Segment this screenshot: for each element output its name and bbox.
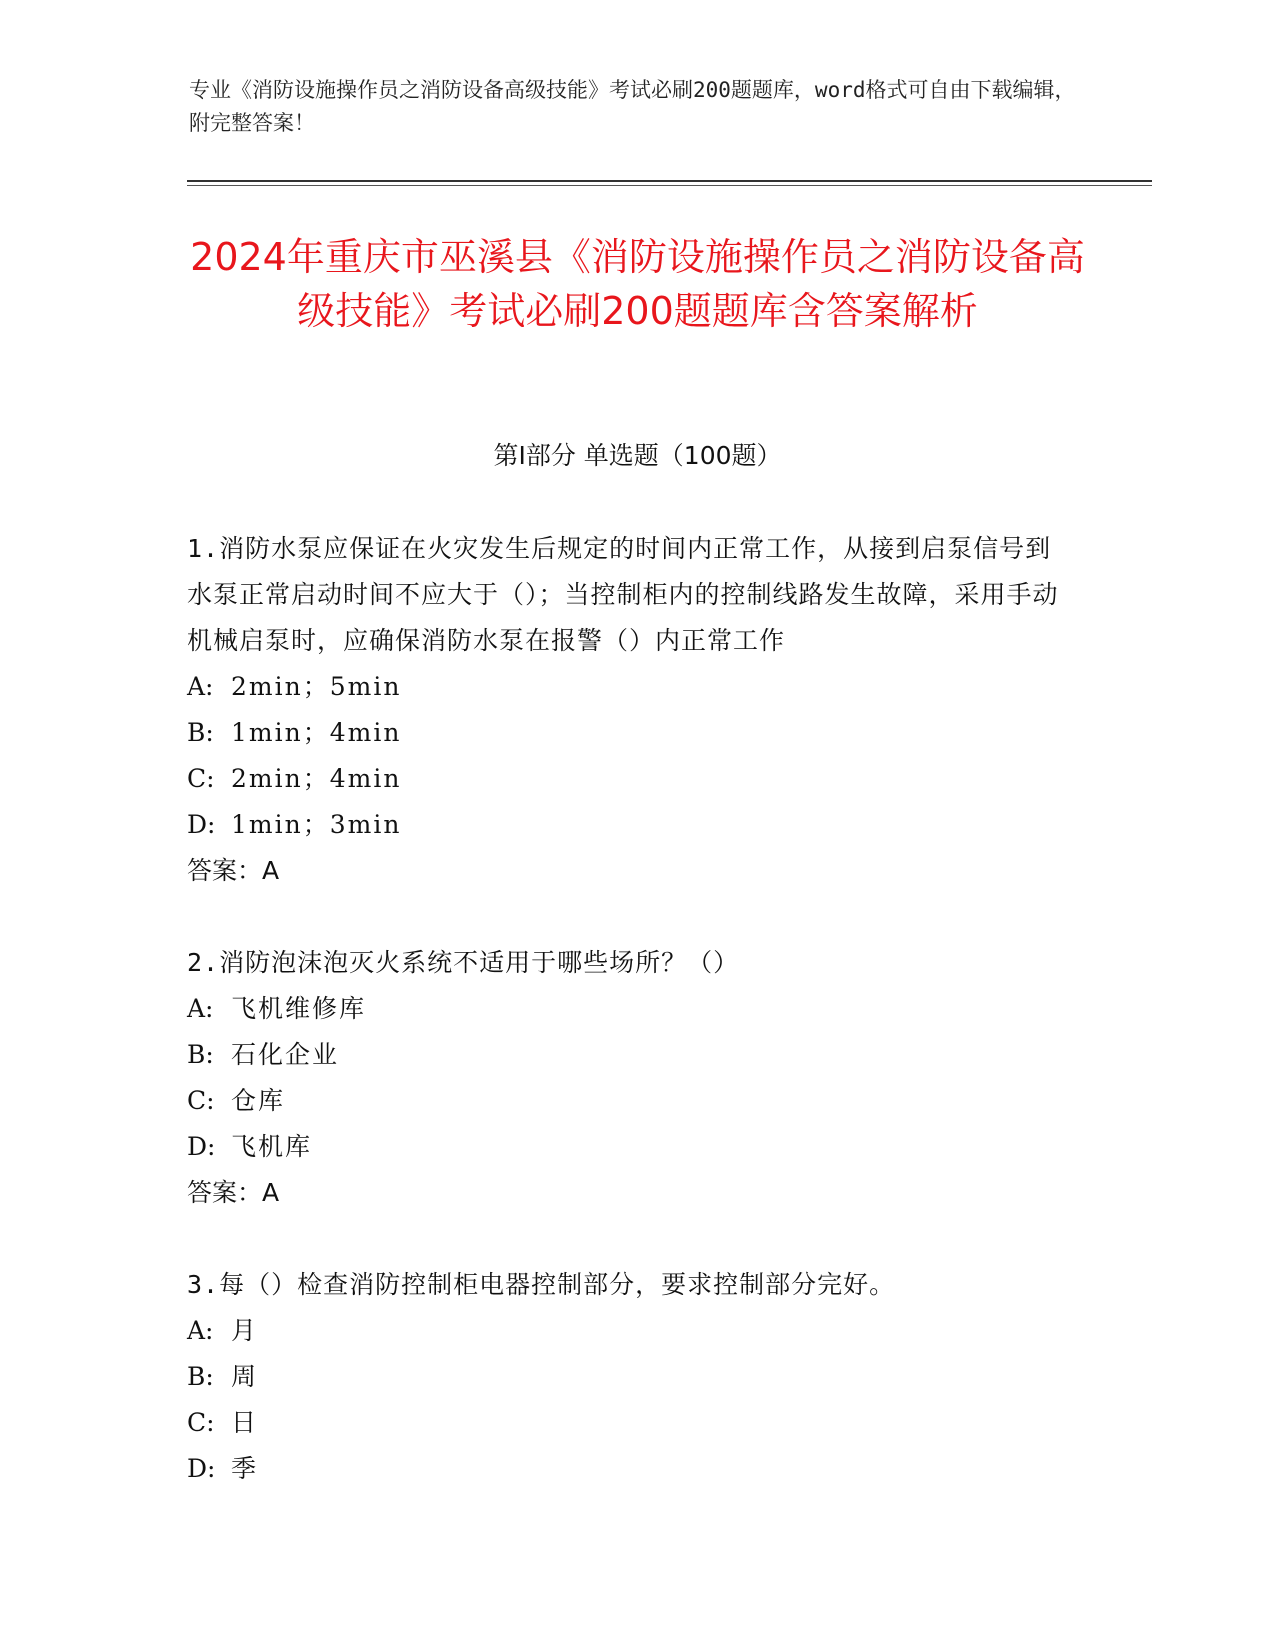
question-stem: 2.消防泡沫泡灭火系统不适用于哪些场所？（） <box>187 948 740 977</box>
option-c <box>187 756 1067 802</box>
option-c <box>187 1400 1067 1446</box>
option-text: 季 <box>231 1454 259 1483</box>
question-1 <box>187 526 1067 894</box>
option-letter: A: <box>187 1316 214 1345</box>
option-text: 石化企业 <box>231 1040 340 1069</box>
option-a <box>187 1308 1067 1354</box>
document-title: 2024年重庆市巫溪县《消防设施操作员之消防设备高级技能》考试必刷200题题库含答案解析 <box>190 235 1085 333</box>
option-letter: D: <box>187 1132 216 1161</box>
option-text: 周 <box>231 1362 259 1391</box>
option-c <box>187 1078 1067 1124</box>
option-text: 1min；3min <box>231 810 402 839</box>
option-a <box>187 664 1067 710</box>
option-a <box>187 986 1067 1032</box>
question-3 <box>187 1262 1067 1492</box>
option-letter: B: <box>187 1362 214 1391</box>
option-letter: A: <box>187 672 214 701</box>
option-text: 日 <box>231 1408 259 1437</box>
option-d <box>187 1446 1067 1492</box>
option-text: 仓库 <box>231 1086 286 1115</box>
question-2 <box>187 940 1067 1216</box>
option-letter: B: <box>187 718 214 747</box>
option-b <box>187 1032 1067 1078</box>
option-letter: D: <box>187 1454 216 1483</box>
option-text: 2min；4min <box>231 764 402 793</box>
question-list <box>187 526 1067 1538</box>
question-stem: 1.消防水泵应保证在火灾发生后规定的时间内正常工作，从接到启泵信号到水泵正常启动时间不应大于（）；当控制柜内的控制线路发生故障，采用手动机械启泵时，应确保消防水泵在报警（）内正常工作 <box>187 534 1059 655</box>
option-letter: C: <box>187 764 215 793</box>
option-text: 1min；4min <box>231 718 402 747</box>
option-letter: A: <box>187 994 214 1023</box>
option-text: 飞机维修库 <box>231 994 367 1023</box>
header-divider-thick <box>187 180 1152 182</box>
header-note: 专业《消防设施操作员之消防设备高级技能》考试必刷200题题库，word格式可自由下载编辑，附完整答案！ <box>189 78 1076 135</box>
option-letter: D: <box>187 810 216 839</box>
option-letter: B: <box>187 1040 214 1069</box>
option-b <box>187 1354 1067 1400</box>
section-title: 第Ⅰ部分 单选题（100题） <box>493 441 782 470</box>
option-letter: C: <box>187 1086 215 1115</box>
answer: 答案：A <box>187 856 280 885</box>
option-d <box>187 1124 1067 1170</box>
option-b <box>187 710 1067 756</box>
option-letter: C: <box>187 1408 215 1437</box>
option-text: 飞机库 <box>231 1132 313 1161</box>
option-d <box>187 802 1067 848</box>
question-stem: 3.每（）检查消防控制柜电器控制部分，要求控制部分完好。 <box>187 1270 896 1299</box>
option-text: 2min；5min <box>231 672 402 701</box>
header-divider-thin <box>187 185 1152 186</box>
option-text: 月 <box>231 1316 259 1345</box>
answer: 答案：A <box>187 1178 280 1207</box>
